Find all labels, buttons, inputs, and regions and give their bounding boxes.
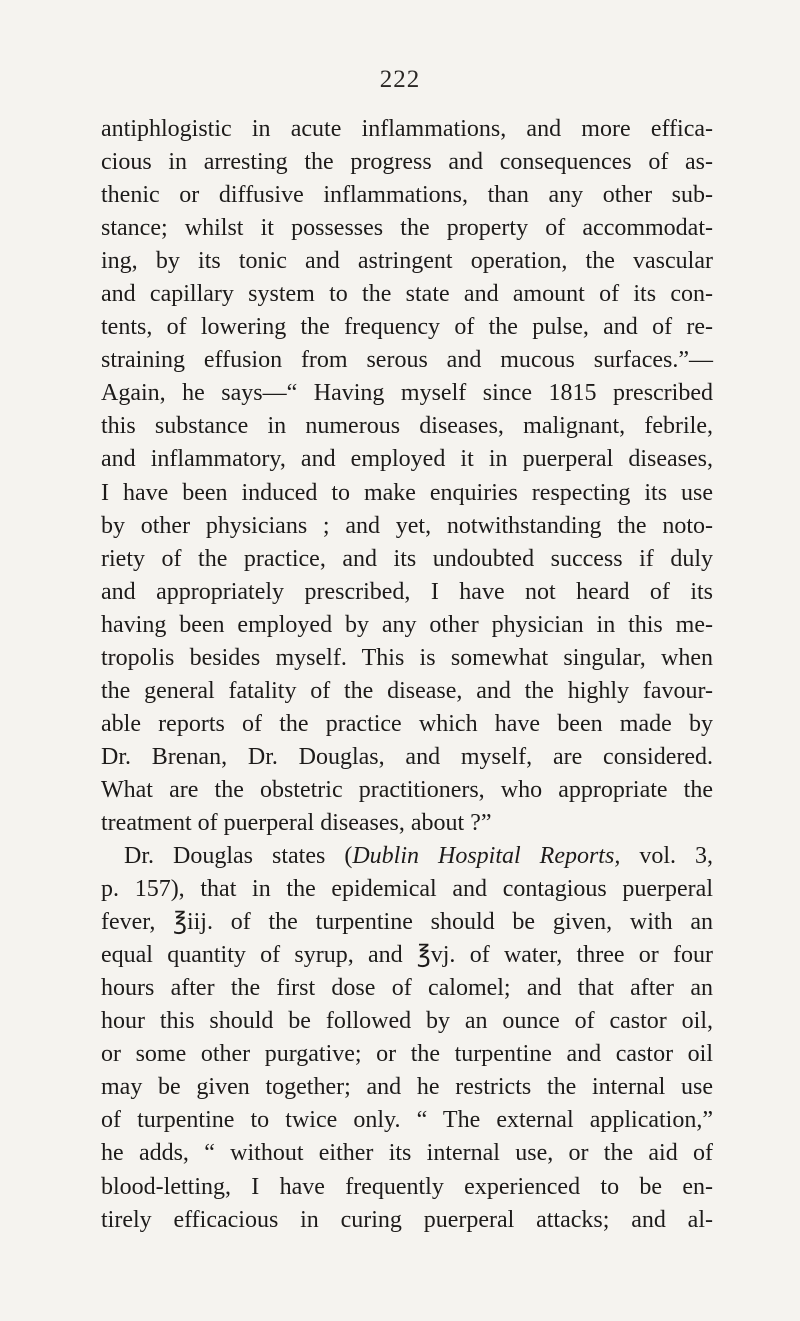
text-line: antiphlogistic in acute inflammations, and more effica-: [101, 116, 713, 142]
text-line-with-citation: [101, 840, 713, 873]
text-line: the general fatality of the disease, and the highly favour-: [101, 677, 713, 704]
citation-title: Dublin Hospital Reports,: [352, 843, 621, 870]
text-line: and capillary system to the state and amount of its con-: [101, 281, 713, 308]
text-line: thenic or diffusive inflammations, than any other sub-: [101, 182, 713, 209]
text-line: Again, he says—“ Having myself since 1815 prescribed: [101, 380, 713, 407]
text-line: fever, ℥iij. of the turpentine should be given, with an: [101, 909, 713, 936]
text-line: or some other purgative; or the turpentine and castor oil: [101, 1041, 713, 1068]
page-number: 222: [379, 66, 421, 93]
text-line: What are the obstetric practitioners, who appropriate the: [101, 776, 713, 803]
text-line: having been employed by any other physician in this me-: [101, 611, 713, 638]
text-line: equal quantity of syrup, and ℥vj. of water, three or four: [101, 942, 713, 969]
text-line: treatment of puerperal diseases, about ?”: [101, 809, 492, 836]
text-line: this substance in numerous diseases, malignant, febrile,: [101, 413, 713, 440]
text-line: and appropriately prescribed, I have not heard of its: [101, 578, 713, 605]
text-line: may be given together; and he restricts the internal use: [101, 1074, 713, 1101]
text-line: cious in arresting the progress and consequences of as-: [101, 149, 713, 176]
text-line: hour this should be followed by an ounce of castor oil,: [101, 1008, 713, 1035]
text-line: p. 157), that in the epidemical and contagious puerperal: [101, 876, 713, 903]
text-line: blood-letting, I have frequently experienced to be en-: [101, 1173, 713, 1200]
text-line: Dr. Brenan, Dr. Douglas, and myself, are considered.: [101, 743, 713, 770]
text-fragment: Dr. Douglas states (: [124, 843, 353, 870]
text-line: stance; whilst it possesses the property of accommodat-: [101, 215, 713, 242]
text-line: riety of the practice, and its undoubted success if duly: [101, 545, 713, 572]
text-line: able reports of the practice which have been made by: [101, 710, 713, 737]
text-line: he adds, “ without either its internal use, or the aid of: [101, 1140, 713, 1167]
text-line: and inflammatory, and employed it in puerperal diseases,: [101, 446, 713, 473]
text-line: of turpentine to twice only. “ The external application,”: [101, 1107, 713, 1134]
text-line: tirely efficacious in curing puerperal attacks; and al-: [101, 1206, 713, 1233]
text-line: tents, of lowering the frequency of the pulse, and of re-: [101, 314, 713, 341]
body-text: [101, 113, 713, 1237]
text-line: tropolis besides myself. This is somewhat singular, when: [101, 644, 713, 671]
text-line: by other physicians ; and yet, notwithstanding the noto-: [101, 512, 713, 539]
text-line: I have been induced to make enquiries respecting its use: [101, 479, 713, 506]
text-fragment: vol. 3,: [620, 843, 713, 870]
text-line: ing, by its tonic and astringent operation, the vascular: [101, 248, 713, 275]
text-line: straining effusion from serous and mucous surfaces.”—: [101, 347, 713, 374]
text-line: hours after the first dose of calomel; and that after an: [101, 975, 713, 1002]
